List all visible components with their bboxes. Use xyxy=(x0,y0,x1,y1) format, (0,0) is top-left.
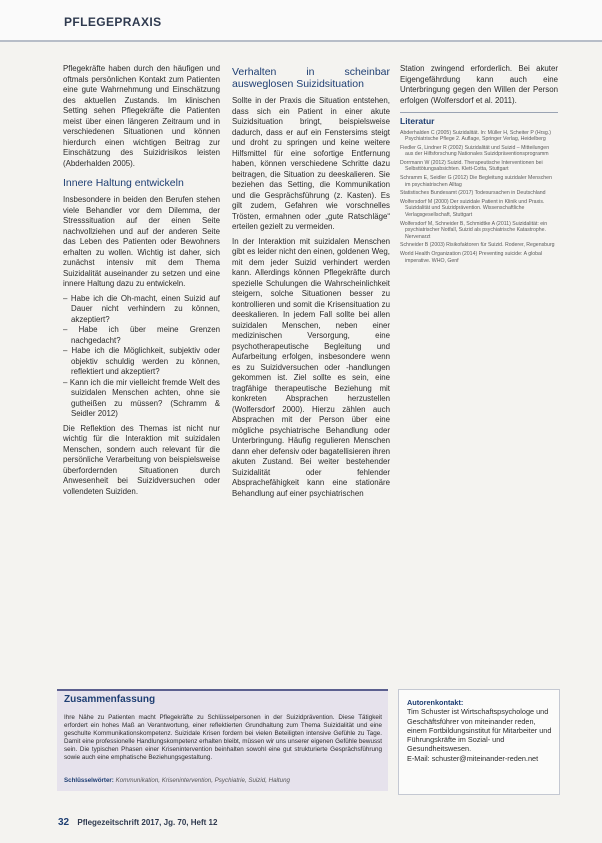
journal-citation: Pflegezeitschrift 2017, Jg. 70, Heft 12 xyxy=(77,818,218,827)
literature-box xyxy=(400,112,558,264)
paragraph: Station zwingend erforderlich. Bei akuter Eigengefährdung kann auch eine Unterbringung gegen den Willen der Person erfolgen (Wolfersdorf et al. 2011). xyxy=(400,64,558,105)
section-label: PFLEGEPRAXIS xyxy=(64,15,162,29)
section-heading: Innere Haltung entwickeln xyxy=(63,177,184,189)
paragraph: Die Reflektion des Themas ist nicht nur wichtig für die Interaktion mit suizidalen Menschen, sondern auch relevant für die persönliche Verarbeitung von beispielsweise überfordernden Situationen durch Anwesenheit bei Suizidversuchen oder vollendeten Suiziden. xyxy=(63,423,220,496)
reflection-question-list xyxy=(63,294,220,420)
keywords-text: Kommunikation, Krisenintervention, Psychiatrie, Suizid, Haltung xyxy=(115,777,290,784)
literature-entry: Wolfersdorf M, Schneider B, Schmidtke A (2011) Suizidalität: ein psychiatrischer Notfall, Suizid als psychiatrische Katastrophe. Nervenarzt xyxy=(400,220,548,240)
author-contact-email: E-Mail: schuster@miteinander-reden.net xyxy=(407,753,539,763)
header-bar xyxy=(0,0,602,42)
page-number: 32 xyxy=(58,817,70,828)
paragraph: Sollte in der Praxis die Situation entstehen, dass sich ein Patient in einer akute Suizidsituation bringt, beispielsweise dadurch, dass er auf ein Fenstersims steigt und droht zu springen und keine weitere Hilfsmittel für eine sofortige Entfernung haben, können verschiedene Schritte dazu beitragen, die Situation zu deeskalieren. Sie beziehen das Setting, die Kommunikation und die Gesprächsführung (z. Kasten). Es gilt zudem, Gefahren wie vorschnelles Trösten, ermahnen oder „gute Ratschläge“ erteilen gezielt zu vermeiden. xyxy=(232,96,390,231)
section-heading: Verhalten in scheinbar ausweglosen Suizidsituation xyxy=(232,66,390,90)
literature-title: Literatur xyxy=(400,116,435,126)
column-middle xyxy=(232,64,390,503)
author-contact-box xyxy=(398,689,560,795)
summary-box xyxy=(57,689,388,791)
column-left xyxy=(63,64,220,501)
paragraph: In der Interaktion mit suizidalen Menschen gibt es leider nicht den einen, goldenen Weg, mit dem jeder Suizid verhindert werden kann. Allerdings können Pflegekräfte durch spezielle Schulungen die Wahrscheinlichkeit steigern, solche Situationen besser zu kontrollieren und somit die Krisensituation zu deeskalieren. In jedem Fall sollte bei allen suizidalen Menschen, neben einer medizinischen Versorgung, eine psychotherapeutische Begleitung und Aufarbeitung erfolgen, insbesondere wenn es zu Suizidversuchen oder -handlungen gekommen ist. Ziel sollte es sein, eine tragfähige therapeutische Beziehung mit konkreten Absprachen herzustellen (Wolfersdorf 2000). Hierzu zählen auch Absprachen mit der Person über eine mögliche psychiatrische Behandlung oder Unterbringung. Häufig regulieren Menschen dann eher defensiv oder bagatellisieren ihren akuten Zustand. Bei weiter bestehender Suizidalität oder fehlender Absprachefähigkeit kann eine stationäre Behandlung auf einer psychiatrischen xyxy=(232,236,390,498)
paragraph: Insbesondere in beiden den Berufen stehen viele Behandler vor dem Dilemma, der Stresssituation auf der einen Seite nachvollziehen und auf der anderen Seite das Leben des Patienten oder Bewohners erhalten zu wollen. Wichtig ist daher, sich zunächst intensiv mit dem Thema Suizidalität auseinander zu setzen und eine innere Haltung dazu zu entwickeln. xyxy=(63,195,220,288)
keywords-line xyxy=(64,777,382,785)
summary-title: Zusammenfassung xyxy=(64,694,156,705)
literature-entry: World Health Organization (2014) Preventing suicide: A global imperative. WHO, Genf xyxy=(400,251,543,264)
summary-text: Ihre Nähe zu Patienten macht Pflegekräfte zu Schlüsselpersonen in der Suizidprävention. Diese Tätigkeit erfordert ein hohes Maß an Verantwortung, einer reflektierten Grundhaltung zum Thema Suizidalität und eine geschulte Kommunikationskompetenz. Suizidale Krisen fordern bei vielen Beteiligten intensive Gefühle zu Tage. Damit eine professionelle Handlungskompetenz erhalten bleibt, müssen wir uns unserer eigenen Gefühle bewusst sein. Die typischen Phasen einer Krisenintervention beinhalten sowohl eine gut strukturierte Gesprächsführung sowie auch eine emphatische Beziehungsgestaltung. xyxy=(64,714,382,761)
list-item: – Kann ich die mir vielleicht fremde Welt des suizidalen Menschen achten, ohne sie gutheißen zu müssen? (Schramm & Seidler 2012) xyxy=(63,378,220,420)
keywords-label: Schlüsselwörter: xyxy=(64,777,114,784)
page-footer xyxy=(58,817,217,828)
literature-entry: Dorrmann W (2012) Suizid. Therapeutische Interventionen bei Selbsttötungsabsichten. Klett-Cotta, Stuttgart xyxy=(400,159,543,173)
author-contact-text: Tim Schuster ist Wirtschaftspsychologe und Geschäftsführer von miteinander reden, einem Fortbildungsinstitut für Mitarbeiter und Führungskräfte im Sozial- und Gesundheitswesen. xyxy=(407,707,552,754)
column-right xyxy=(400,64,558,266)
literature-entry: Abderhalden C (2005) Suizidalität. In: Müller H, Scheiter P (Hrsg.) Psychiatrische Pflege 2. Auflage, Springer Verlag, Heidelberg xyxy=(400,129,551,143)
author-contact-title: Autorenkontakt: xyxy=(407,698,464,707)
literature-entry: Schramm E, Seidler G (2012) Die Begleitung suizidaler Menschen im psychiatrischen Alltag xyxy=(400,175,552,188)
list-item: – Habe ich die Oh-macht, einen Suizid auf Dauer nicht verhindern zu können, akzeptiert? xyxy=(63,294,220,326)
literature-entry: Statistisches Bundesamt (2017) Todesursachen in Deutschland xyxy=(400,190,546,197)
paragraph: Pflegekräfte haben durch den häufigen und oftmals persönlichen Kontakt zum Patienten eine gute Wahrnehmung und Einschätzung des aktuellen Zustands. Im klinischen Setting sehen Pflegekräfte die Patienten meist über einen längeren Zeitraum und in verschiedenen Situationen und können hierdurch einen wichtigen Beitrag zur Einschätzung des Suizidrisikos leisten (Abderhalden 2005). xyxy=(63,64,220,168)
list-item: – Habe ich über meine Grenzen nachgedacht? xyxy=(63,325,220,346)
literature-entry: Fiedler G, Lindner R (2002) Suizidalität und Suizid – Mitteilungen aus der Hilfsforschung Nationales Suizidpräventionsprogramm xyxy=(400,144,550,158)
author-contact-content xyxy=(407,698,552,763)
literature-entry: Wolfersdorf M (2000) Der suizidale Patient in Klinik und Praxis. Suizidalität und Suizidprävention. Wissenschaftliche Verlagsgesellschaft, Stuttgart xyxy=(400,198,545,219)
literature-entry: Schneider B (2003) Risikofaktoren für Suizid. Roderer, Regensburg xyxy=(400,242,555,249)
list-item: – Habe ich die Möglichkeit, subjektiv oder objektiv schuldig werden zu können, reflektiert und akzeptiert? xyxy=(63,346,220,378)
